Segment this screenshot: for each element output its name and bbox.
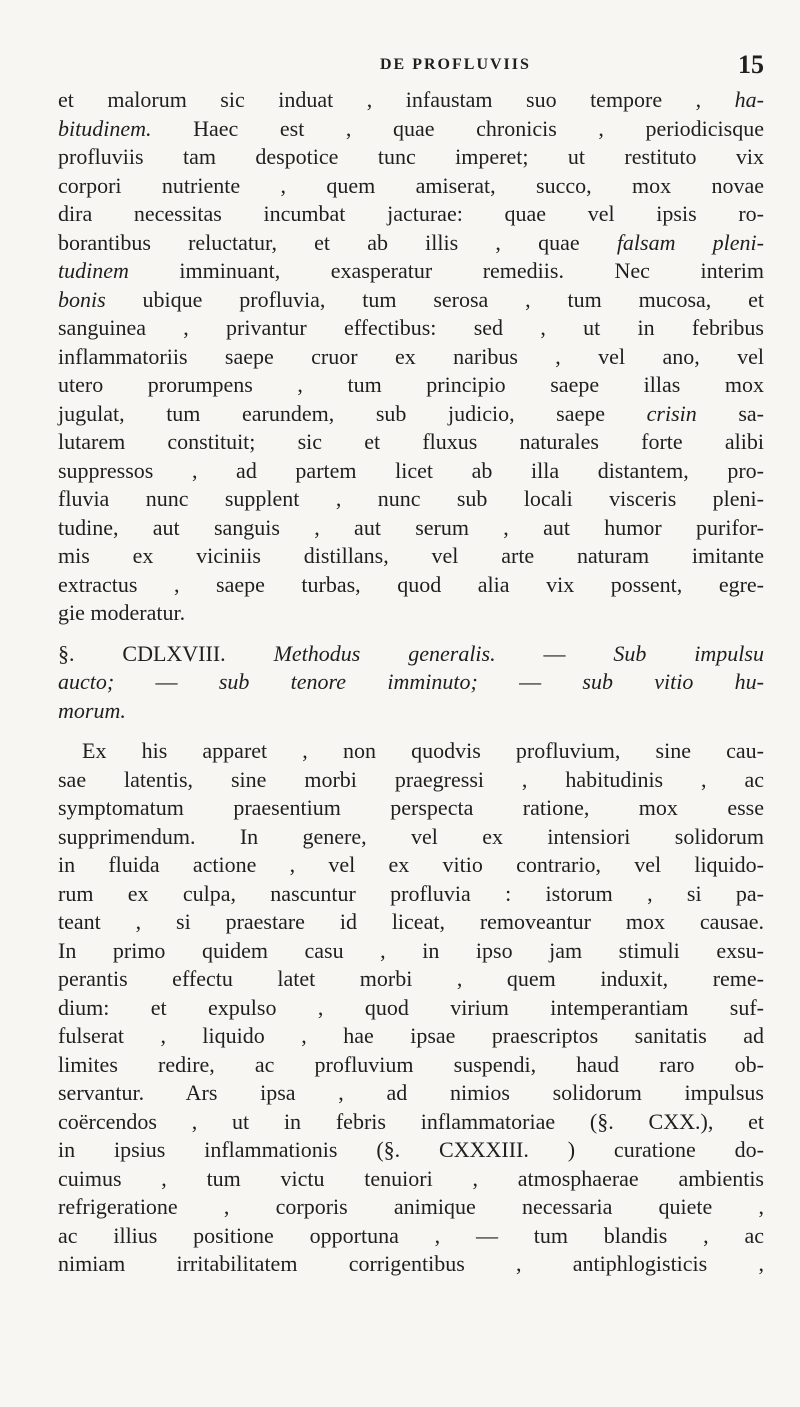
italic-span: ha- [734,87,764,112]
text-line [58,400,764,429]
text-span: et malorum sic induat , infaustam suo tempore , [58,87,735,112]
heading-part: Sub impulsu [613,640,764,666]
heading-part: aucto; [58,669,115,694]
text-line: mis ex viciniis distillans, vel arte naturam imitante [58,543,764,568]
text-line: cuimus , tum victu tenuiori , atmosphaerae ambientis [58,1165,764,1191]
text-line: coërcendos , ut in febris inflammatoriae (§. CXX.), et [58,1108,764,1134]
text-line: limites redire, ac profluvium suspendi, haud raro ob- [58,1051,764,1077]
text-line: servantur. Ars ipsa , ad nimios solidorum impulsus [58,1080,764,1105]
text-line: rum ex culpa, nascuntur profluvia : istorum , si pa- [58,880,764,906]
text-line: dium: et expulso , quod virium intemperantiam suf- [58,994,764,1020]
text-line: inflammatoriis saepe cruor ex naribus , vel ano, vel [58,343,764,369]
text-line: suppressos , ad partem licet ab illa distantem, pro- [58,457,764,483]
italic-span: falsam pleni- [616,229,764,255]
body-text [58,86,764,1279]
text-line: perantis effectu latet morbi , quem induxit, reme- [58,966,764,991]
italic-span: bitudinem. [58,115,152,141]
text-line: sanguinea , privantur effectibus: sed , ut in febribus [58,315,764,340]
dash: — [477,669,583,694]
text-line: symptomatum praesentium perspecta ratione, mox esse [58,795,764,820]
paragraph-1 [58,86,764,628]
text-line: in fluida actione , vel ex vitio contrario, vel liquido- [58,852,764,877]
heading-part: sub vitio hu- [582,669,765,694]
dash: — [114,669,219,694]
text-line: refrigeratione , corporis animique necessaria quiete , [58,1194,764,1219]
text-line: corpori nutriente , quem amiserat, succo, mox novae [58,172,764,198]
heading-part: sub tenore imminuto; [218,669,478,694]
italic-span: crisin [646,400,697,426]
text-line [58,229,764,258]
section-number: §. CDLXVIII. [58,640,226,666]
text-line: in ipsius inflammationis (§. CXXXIII. ) curatione do- [58,1137,764,1162]
section-title: Methodus generalis. [273,640,496,666]
text-line: In primo quidem casu , in ipso jam stimuli exsu- [58,937,764,963]
text-line: profluviis tam despotice tunc imperet; ut restituto vix [58,144,764,169]
heading-line [58,640,764,669]
text-line: tudine, aut sanguis , aut serum , aut humor purifor- [58,514,764,540]
text-span: jugulat, tum earundem, sub judicio, saepe [58,400,647,426]
text-span: ubique profluvia, tum serosa , tum mucosa, et [105,286,764,312]
heading-line [58,697,764,726]
text-line: utero prorumpens , tum principio saepe illas mox [58,372,764,397]
paragraph-2 [58,737,764,1279]
text-line: extractus , saepe turbas, quod alia vix possent, egre- [58,571,764,597]
heading-line [58,668,764,697]
page-number: 15 [738,50,764,79]
text-line: Ex his apparet , non quodvis profluvium, sine cau- [82,738,764,763]
text-line: fluvia nunc supplent , nunc sub locali visceris pleni- [58,486,764,511]
text-line: gie moderatur. [58,600,186,625]
text-line: supprimendum. In genere, vel ex intensiori solidorum [58,823,764,849]
text-line: nimiam irritabilitatem corrigentibus , antiphlogisticis , [58,1251,764,1276]
text-line: fulserat , liquido , hae ipsae praescriptos sanitatis ad [58,1023,764,1048]
text-line [58,286,764,315]
running-title: DE PROFLUVIIS [380,56,531,73]
dash: — [495,640,614,666]
text-span: sa- [696,400,765,426]
heading-part: morum. [58,697,126,723]
section-heading [58,640,764,726]
text-line [58,115,764,144]
text-line [58,86,764,115]
text-line [58,257,764,286]
text-line: ac illius positione opportuna , — tum blandis , ac [58,1222,764,1248]
text-line: sae latentis, sine morbi praegressi , habitudinis , ac [58,766,764,792]
text-line: lutarem constituit; sic et fluxus naturales forte alibi [58,429,764,454]
italic-span: bonis [58,286,106,312]
text-line: dira necessitas incumbat jacturae: quae vel ipsis ro- [58,201,764,226]
italic-span: tudinem [58,258,129,283]
running-head [0,50,800,90]
text-span: Haec est , quae chronicis , periodicisque [151,115,764,141]
text-span: imminuant, exasperatur remediis. Nec interim [128,258,764,283]
text-line: teant , si praestare id liceat, removeantur mox causae. [58,909,764,934]
text-span: borantibus reluctatur, et ab illis , quae [58,229,617,255]
